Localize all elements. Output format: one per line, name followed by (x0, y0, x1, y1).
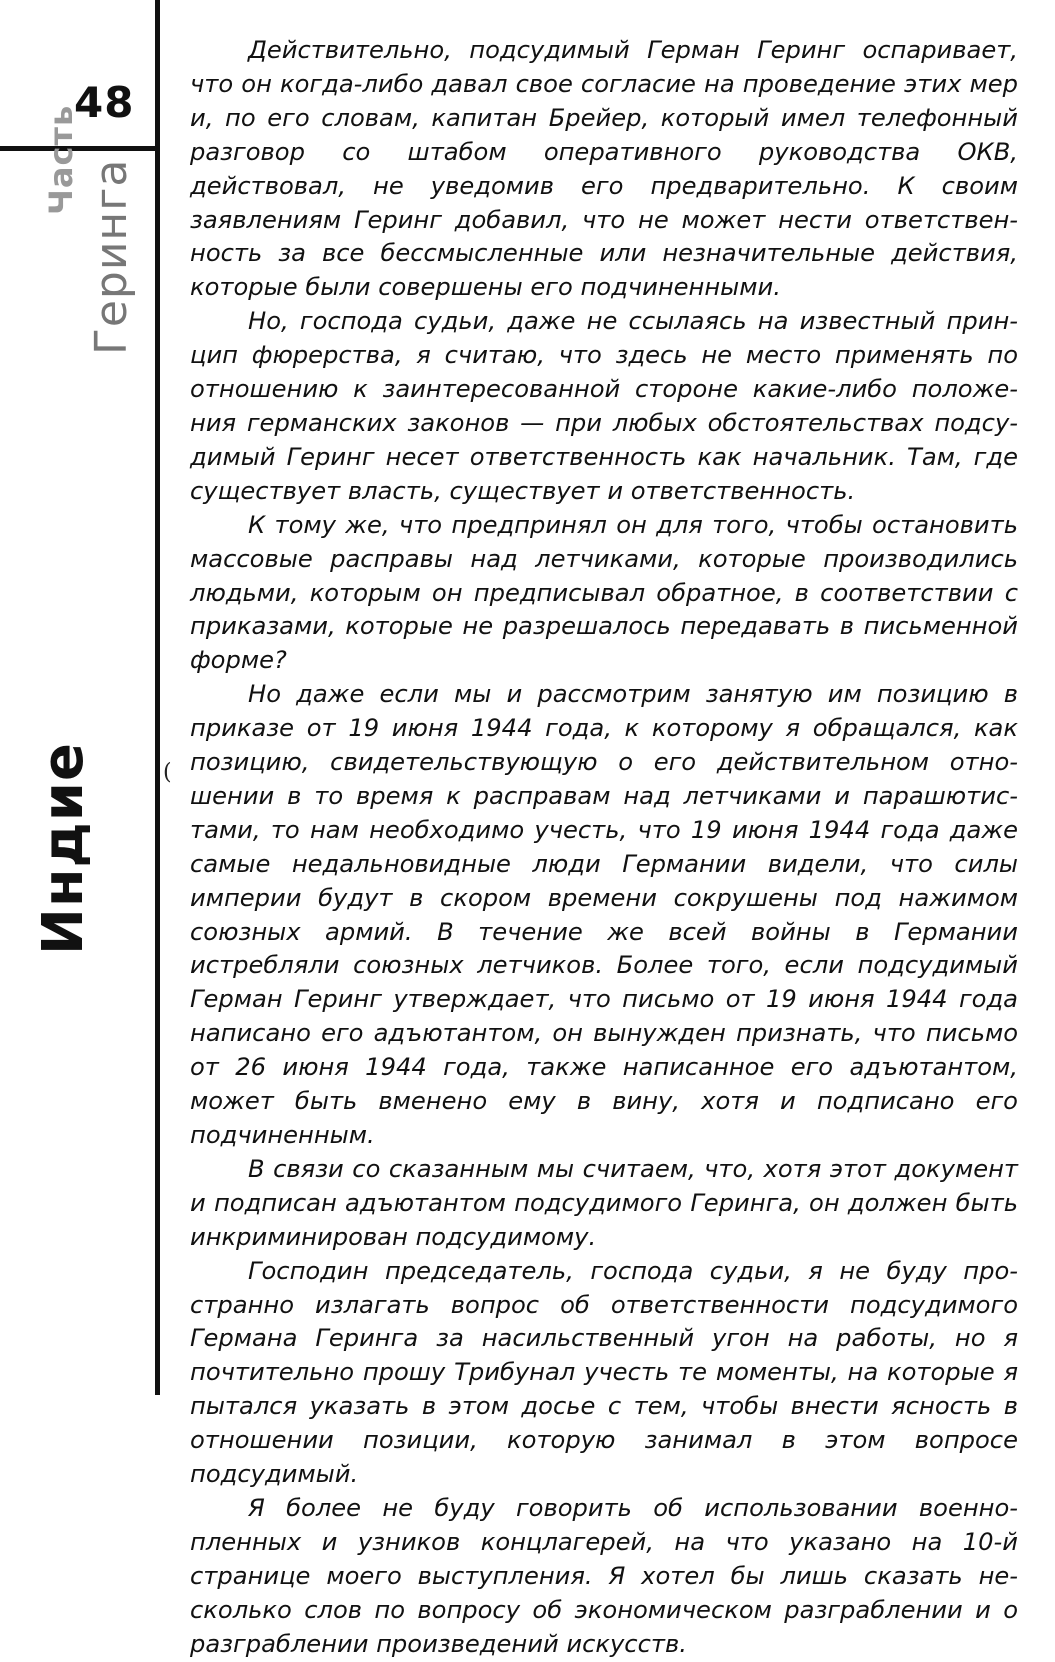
paragraph: Я более не буду говорить об использовании военнопленных и узников концлагерей, на что указано на 10-й странице моего выступления. Я хотел бы лишь сказать несколько слов по вопросу об экономическом разграблении и о разграблении произведений искусств. (190, 1493, 1018, 1658)
paragraph: Действительно, подсудимый Герман Геринг оспаривает, что он когда-либо давал свое согласие на проведение этих мер и, по его словам, капитан Брейер, который имел телефонный разговор со штабом оперативного руководства ОКВ, действовал, не уведомив его предварительно. К своим заявлениям Геринг добавил, что не может нести ответственность за все бессмысленные или незначительные действия, которые были совершены его подчиненными. (190, 36, 1018, 302)
paragraph: Но, господа судьи, даже не ссылаясь на известный принцип фюрерства, я считаю, что здесь не место применять по отношению к заинтересованной стороне какие-либо положения германских законов — при любых обстоятельствах подсудимый Геринг несет ответственность как начальник. Там, где существует власть, существует и ответственность. (190, 307, 1018, 505)
page-number: 48 (74, 78, 135, 127)
paragraph: Господин председатель, господа судьи, я не буду пространно излагать вопрос об ответственности подсудимого Германа Геринга за насильственный угон на работы, но я почтительно прошу Трибунал учесть те моменты, на которые я пытался указать в этом досье с тем, чтобы внести ясность в отношении позиции, которую занимал в этом вопросе подсудимый. (190, 1256, 1018, 1489)
paragraph: В связи со сказанным мы считаем, что, хотя этот документ и подписан адъютантом подсудимого Геринга, он должен быть инкриминирован подсудимому. (190, 1154, 1018, 1251)
body-text (190, 34, 1018, 1662)
stray-mark: ( (163, 760, 172, 785)
running-head-section: Индие (31, 741, 96, 955)
running-head-name: Геринга (86, 158, 137, 355)
paragraph: К тому же, что предпринял он для того, чтобы остановить массовые расправы над летчиками, которые производились людьми, которым он предписывал обратное, в соответствии с приказами, которые не разрешалось передавать в письменной форме? (190, 510, 1018, 675)
paragraph: Но даже если мы и рассмотрим занятую им позицию в приказе от 19 июня 1944 года, к которому я обращался, как позицию, свидетельствующую о его действительном отношении в то время к расправам над летчиками и парашютистами, то нам необходимо учесть, что 19 июня 1944 года даже самые недальновидные люди Германии видели, что силы империи будут в скором времени сокрушены под нажимом союзных армий. В течение же всей войны в Германии истребляли союзных летчиков. Более того, если подсудимый Герман Геринг утверждает, что письмо от 19 июня 1944 года написано его адъютантом, он вынужден признать, что письмо от 26 июня 1944 года, также написанное его адъютантом, может быть вменено ему в вину, хотя и подписано его подчиненным. (190, 680, 1018, 1149)
margin-rule-vertical (155, 0, 160, 1395)
running-head-part: Часть (42, 104, 80, 215)
page-margin (0, 0, 170, 1600)
